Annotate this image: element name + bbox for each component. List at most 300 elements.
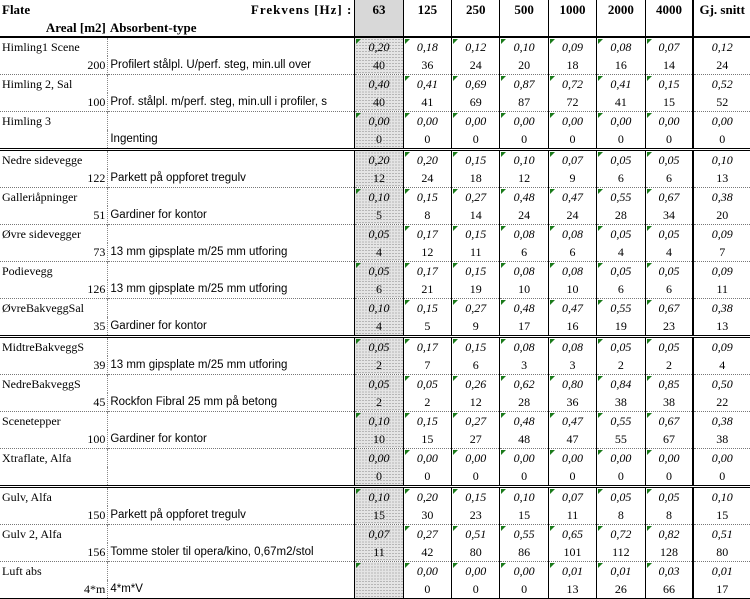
coef-cell[interactable]: 0,01 bbox=[548, 562, 596, 581]
absorption-cell[interactable]: 10 bbox=[500, 280, 548, 299]
absorption-cell[interactable]: 67 bbox=[645, 430, 693, 449]
coef-cell[interactable]: 0,80 bbox=[548, 375, 596, 394]
absorption-cell[interactable]: 15 bbox=[355, 506, 403, 525]
coef-cell[interactable]: 0,05 bbox=[597, 487, 645, 507]
coef-average[interactable]: 0,09 bbox=[693, 262, 750, 281]
area-cell[interactable]: 4*m bbox=[0, 580, 108, 599]
surface-name[interactable]: Luft abs bbox=[0, 562, 108, 581]
absorption-cell[interactable]: 15 bbox=[500, 506, 548, 525]
coef-cell[interactable]: 0,00 bbox=[403, 562, 451, 581]
absorption-cell[interactable]: 69 bbox=[452, 93, 500, 112]
area-cell[interactable]: 100 bbox=[0, 430, 108, 449]
absorbent-type-cell[interactable]: Profilert stålpl. U/perf. steg, min.ull over bbox=[110, 58, 312, 71]
absorption-cell[interactable]: 0 bbox=[403, 580, 451, 599]
absorption-cell[interactable]: 0 bbox=[452, 467, 500, 487]
area-cell[interactable]: 200 bbox=[0, 56, 108, 75]
absorption-cell[interactable]: 8 bbox=[645, 506, 693, 525]
coef-cell[interactable]: 0,00 bbox=[500, 449, 548, 468]
coef-cell[interactable]: 0,00 bbox=[452, 449, 500, 468]
absorption-cell[interactable]: 128 bbox=[645, 543, 693, 562]
absorbent-type-cell[interactable]: Gardiner for kontor bbox=[110, 208, 207, 221]
absorption-average[interactable]: 7 bbox=[693, 243, 750, 262]
absorption-cell[interactable]: 6 bbox=[645, 169, 693, 188]
absorption-cell[interactable]: 87 bbox=[500, 93, 548, 112]
coef-average[interactable]: 0,01 bbox=[693, 562, 750, 581]
absorption-cell[interactable]: 112 bbox=[597, 543, 645, 562]
absorption-cell[interactable]: 10 bbox=[548, 280, 596, 299]
coef-cell[interactable]: 0,10 bbox=[355, 412, 403, 431]
absorption-cell[interactable]: 0 bbox=[645, 467, 693, 487]
area-cell[interactable]: 73 bbox=[0, 243, 108, 262]
coef-cell[interactable]: 0,47 bbox=[548, 188, 596, 207]
coef-average[interactable]: 0,10 bbox=[693, 150, 750, 170]
coef-cell[interactable]: 0,12 bbox=[452, 37, 500, 56]
coef-cell[interactable]: 0,47 bbox=[548, 299, 596, 318]
coef-cell[interactable]: 0,40 bbox=[355, 75, 403, 94]
surface-name[interactable]: Øvre sidevegger bbox=[0, 225, 108, 244]
absorbent-type-cell[interactable]: Prof. stålpl. m/perf. steg, min.ull i profiler, s bbox=[110, 95, 328, 108]
coef-cell[interactable]: 0,55 bbox=[500, 525, 548, 544]
absorption-cell[interactable]: 48 bbox=[500, 430, 548, 449]
absorption-cell[interactable]: 0 bbox=[403, 467, 451, 487]
absorption-average[interactable]: 0 bbox=[693, 467, 750, 487]
absorption-average[interactable]: 13 bbox=[693, 169, 750, 188]
coef-cell[interactable]: 0,10 bbox=[355, 299, 403, 318]
coef-cell[interactable] bbox=[355, 562, 403, 581]
absorption-cell[interactable]: 11 bbox=[548, 506, 596, 525]
absorption-cell[interactable]: 80 bbox=[452, 543, 500, 562]
absorbent-type-cell-top[interactable] bbox=[108, 262, 355, 281]
absorption-average[interactable]: 13 bbox=[693, 317, 750, 337]
absorbent-type-cell-top[interactable] bbox=[108, 75, 355, 94]
header-freq-1000[interactable]: 1000 bbox=[548, 0, 596, 18]
coef-cell[interactable]: 0,26 bbox=[452, 375, 500, 394]
surface-name[interactable]: NedreBakveggS bbox=[0, 375, 108, 394]
coef-cell[interactable]: 0,84 bbox=[597, 375, 645, 394]
surface-name[interactable]: Xtraflate, Alfa bbox=[0, 449, 108, 468]
absorption-cell[interactable]: 30 bbox=[403, 506, 451, 525]
absorption-cell[interactable]: 4 bbox=[597, 243, 645, 262]
absorption-cell[interactable]: 0 bbox=[403, 130, 451, 150]
coef-cell[interactable]: 0,05 bbox=[355, 262, 403, 281]
absorption-cell[interactable]: 12 bbox=[403, 243, 451, 262]
absorption-cell[interactable]: 6 bbox=[500, 243, 548, 262]
absorbent-type-cell-top[interactable] bbox=[108, 225, 355, 244]
absorbent-type-cell[interactable]: Ingenting bbox=[110, 132, 158, 145]
coef-cell[interactable]: 0,15 bbox=[645, 75, 693, 94]
absorption-cell[interactable]: 9 bbox=[452, 317, 500, 337]
coef-cell[interactable]: 0,69 bbox=[452, 75, 500, 94]
absorption-cell[interactable]: 2 bbox=[355, 393, 403, 412]
absorption-cell[interactable]: 38 bbox=[645, 393, 693, 412]
absorption-cell[interactable]: 20 bbox=[500, 56, 548, 75]
absorption-average[interactable]: 80 bbox=[693, 543, 750, 562]
coef-cell[interactable]: 0,05 bbox=[597, 262, 645, 281]
surface-name[interactable]: Nedre sidevegge bbox=[0, 150, 108, 170]
coef-average[interactable]: 0,38 bbox=[693, 188, 750, 207]
absorption-cell[interactable]: 0 bbox=[548, 467, 596, 487]
absorbent-type-cell-top[interactable] bbox=[108, 299, 355, 318]
absorbent-type-cell-top[interactable] bbox=[108, 188, 355, 207]
absorption-cell[interactable]: 10 bbox=[355, 430, 403, 449]
absorbent-type-cell-top[interactable] bbox=[108, 375, 355, 394]
coef-cell[interactable]: 0,00 bbox=[355, 449, 403, 468]
absorption-average[interactable]: 52 bbox=[693, 93, 750, 112]
coef-cell[interactable]: 0,62 bbox=[500, 375, 548, 394]
absorption-cell[interactable]: 47 bbox=[548, 430, 596, 449]
coef-cell[interactable]: 0,05 bbox=[597, 225, 645, 244]
coef-cell[interactable]: 0,15 bbox=[452, 150, 500, 170]
coef-cell[interactable]: 0,55 bbox=[597, 299, 645, 318]
absorption-cell[interactable]: 11 bbox=[452, 243, 500, 262]
area-cell[interactable] bbox=[0, 130, 108, 150]
surface-name[interactable]: Gulv 2, Alfa bbox=[0, 525, 108, 544]
header-absorbent-type[interactable]: Absorbent-type bbox=[108, 18, 355, 37]
absorption-cell[interactable]: 6 bbox=[597, 280, 645, 299]
absorbent-type-cell[interactable]: 13 mm gipsplate m/25 mm utforing bbox=[110, 358, 288, 371]
coef-cell[interactable]: 0,05 bbox=[645, 225, 693, 244]
absorption-cell[interactable]: 24 bbox=[452, 56, 500, 75]
coef-cell[interactable]: 0,17 bbox=[403, 225, 451, 244]
surface-name[interactable]: Gulv, Alfa bbox=[0, 487, 108, 507]
absorption-cell[interactable]: 23 bbox=[452, 506, 500, 525]
absorption-cell[interactable]: 16 bbox=[548, 317, 596, 337]
absorbent-type-cell-top[interactable] bbox=[108, 37, 355, 56]
absorbent-type-cell-top[interactable] bbox=[108, 525, 355, 544]
surface-name[interactable]: Scenetepper bbox=[0, 412, 108, 431]
absorbent-type-cell[interactable]: Parkett på oppforet tregulv bbox=[110, 508, 246, 521]
coef-cell[interactable]: 0,00 bbox=[500, 112, 548, 131]
absorption-cell[interactable]: 0 bbox=[645, 130, 693, 150]
coef-cell[interactable]: 0,08 bbox=[500, 225, 548, 244]
coef-cell[interactable]: 0,55 bbox=[597, 412, 645, 431]
area-cell[interactable] bbox=[0, 467, 108, 487]
coef-average[interactable]: 0,00 bbox=[693, 449, 750, 468]
absorption-cell[interactable]: 4 bbox=[355, 243, 403, 262]
absorption-cell[interactable]: 12 bbox=[355, 169, 403, 188]
absorption-cell[interactable]: 27 bbox=[452, 430, 500, 449]
area-cell[interactable]: 100 bbox=[0, 93, 108, 112]
coef-cell[interactable]: 0,48 bbox=[500, 412, 548, 431]
coef-cell[interactable]: 0,85 bbox=[645, 375, 693, 394]
coef-cell[interactable]: 0,67 bbox=[645, 412, 693, 431]
absorption-cell[interactable]: 8 bbox=[597, 506, 645, 525]
coef-average[interactable]: 0,51 bbox=[693, 525, 750, 544]
absorption-cell[interactable]: 24 bbox=[500, 206, 548, 225]
absorption-cell[interactable]: 15 bbox=[403, 430, 451, 449]
coef-cell[interactable]: 0,67 bbox=[645, 299, 693, 318]
coef-cell[interactable]: 0,72 bbox=[597, 525, 645, 544]
absorption-cell[interactable]: 9 bbox=[548, 169, 596, 188]
coef-average[interactable]: 0,09 bbox=[693, 337, 750, 357]
absorption-average[interactable]: 38 bbox=[693, 430, 750, 449]
coef-cell[interactable]: 0,20 bbox=[403, 150, 451, 170]
coef-cell[interactable]: 0,00 bbox=[645, 449, 693, 468]
absorption-cell[interactable]: 6 bbox=[355, 280, 403, 299]
coef-cell[interactable]: 0,65 bbox=[548, 525, 596, 544]
coef-cell[interactable]: 0,55 bbox=[597, 188, 645, 207]
coef-cell[interactable]: 0,05 bbox=[597, 150, 645, 170]
coef-cell[interactable]: 0,87 bbox=[500, 75, 548, 94]
coef-cell[interactable]: 0,10 bbox=[500, 150, 548, 170]
coef-cell[interactable]: 0,15 bbox=[452, 225, 500, 244]
absorption-cell[interactable]: 66 bbox=[645, 580, 693, 599]
absorption-cell[interactable]: 72 bbox=[548, 93, 596, 112]
coef-cell[interactable]: 0,08 bbox=[500, 262, 548, 281]
absorption-average[interactable]: 15 bbox=[693, 506, 750, 525]
coef-cell[interactable]: 0,27 bbox=[452, 188, 500, 207]
coef-cell[interactable]: 0,72 bbox=[548, 75, 596, 94]
coef-cell[interactable]: 0,08 bbox=[548, 337, 596, 357]
absorption-average[interactable]: 20 bbox=[693, 206, 750, 225]
absorption-cell[interactable]: 16 bbox=[597, 56, 645, 75]
coef-cell[interactable]: 0,82 bbox=[645, 525, 693, 544]
absorbent-type-cell-top[interactable] bbox=[108, 112, 355, 131]
coef-cell[interactable]: 0,07 bbox=[355, 525, 403, 544]
absorption-cell[interactable]: 0 bbox=[355, 130, 403, 150]
coef-cell[interactable]: 0,05 bbox=[355, 375, 403, 394]
coef-average[interactable]: 0,38 bbox=[693, 299, 750, 318]
coef-cell[interactable]: 0,15 bbox=[452, 487, 500, 507]
absorption-cell[interactable]: 21 bbox=[403, 280, 451, 299]
absorption-cell[interactable]: 38 bbox=[597, 393, 645, 412]
absorption-cell[interactable]: 15 bbox=[645, 93, 693, 112]
coef-cell[interactable]: 0,05 bbox=[403, 375, 451, 394]
header-freq-125[interactable]: 125 bbox=[403, 0, 451, 18]
absorption-cell[interactable]: 36 bbox=[403, 56, 451, 75]
coef-cell[interactable]: 0,15 bbox=[403, 299, 451, 318]
coef-cell[interactable]: 0,41 bbox=[597, 75, 645, 94]
absorption-cell[interactable]: 0 bbox=[500, 467, 548, 487]
coef-average[interactable]: 0,09 bbox=[693, 225, 750, 244]
absorption-cell[interactable]: 23 bbox=[645, 317, 693, 337]
absorption-cell[interactable] bbox=[355, 580, 403, 599]
coef-cell[interactable]: 0,07 bbox=[548, 150, 596, 170]
coef-cell[interactable]: 0,07 bbox=[645, 37, 693, 56]
absorption-cell[interactable]: 6 bbox=[452, 356, 500, 375]
coef-cell[interactable]: 0,05 bbox=[645, 487, 693, 507]
surface-name[interactable]: ØvreBakveggSal bbox=[0, 299, 108, 318]
absorbent-type-cell-top[interactable] bbox=[108, 150, 355, 170]
absorbent-type-cell[interactable]: Rockfon Fibral 25 mm på betong bbox=[110, 395, 278, 408]
coef-average[interactable]: 0,12 bbox=[693, 37, 750, 56]
absorption-cell[interactable]: 0 bbox=[452, 130, 500, 150]
absorption-cell[interactable]: 19 bbox=[452, 280, 500, 299]
coef-cell[interactable]: 0,15 bbox=[452, 337, 500, 357]
absorption-cell[interactable]: 0 bbox=[452, 580, 500, 599]
coef-cell[interactable]: 0,67 bbox=[645, 188, 693, 207]
absorption-average[interactable]: 0 bbox=[693, 130, 750, 150]
surface-name[interactable]: Himling1 Scene bbox=[0, 37, 108, 56]
absorption-cell[interactable]: 55 bbox=[597, 430, 645, 449]
absorption-cell[interactable]: 24 bbox=[548, 206, 596, 225]
area-cell[interactable]: 51 bbox=[0, 206, 108, 225]
header-average[interactable]: Gj. snitt bbox=[693, 0, 750, 18]
absorption-cell[interactable]: 40 bbox=[355, 93, 403, 112]
area-cell[interactable]: 156 bbox=[0, 543, 108, 562]
header-freq-500[interactable]: 500 bbox=[500, 0, 548, 18]
absorbent-type-cell-top[interactable] bbox=[108, 449, 355, 468]
absorbent-type-cell[interactable]: 13 mm gipsplate m/25 mm utforing bbox=[110, 245, 288, 258]
absorption-cell[interactable]: 3 bbox=[548, 356, 596, 375]
coef-average[interactable]: 0,38 bbox=[693, 412, 750, 431]
absorption-cell[interactable]: 41 bbox=[403, 93, 451, 112]
absorbent-type-cell[interactable]: Parkett på oppforet tregulv bbox=[110, 171, 246, 184]
coef-cell[interactable]: 0,05 bbox=[645, 150, 693, 170]
absorption-cell[interactable]: 8 bbox=[403, 206, 451, 225]
coef-cell[interactable]: 0,00 bbox=[452, 562, 500, 581]
coef-cell[interactable]: 0,27 bbox=[403, 525, 451, 544]
absorption-cell[interactable]: 19 bbox=[597, 317, 645, 337]
coef-cell[interactable]: 0,05 bbox=[645, 262, 693, 281]
absorption-average[interactable]: 17 bbox=[693, 580, 750, 599]
absorbent-type-cell-top[interactable] bbox=[108, 412, 355, 431]
surface-name[interactable]: Himling 2, Sal bbox=[0, 75, 108, 94]
coef-cell[interactable]: 0,41 bbox=[403, 75, 451, 94]
surface-name[interactable]: MidtreBakveggS bbox=[0, 337, 108, 357]
area-cell[interactable]: 39 bbox=[0, 356, 108, 375]
coef-cell[interactable]: 0,10 bbox=[500, 487, 548, 507]
coef-cell[interactable]: 0,00 bbox=[548, 449, 596, 468]
absorption-cell[interactable]: 2 bbox=[597, 356, 645, 375]
coef-cell[interactable]: 0,00 bbox=[500, 562, 548, 581]
absorption-cell[interactable]: 14 bbox=[452, 206, 500, 225]
coef-cell[interactable]: 0,08 bbox=[548, 262, 596, 281]
coef-cell[interactable]: 0,07 bbox=[548, 487, 596, 507]
header-freq-4000[interactable]: 4000 bbox=[645, 0, 693, 18]
absorption-cell[interactable]: 12 bbox=[500, 169, 548, 188]
coef-cell[interactable]: 0,08 bbox=[548, 225, 596, 244]
area-cell[interactable]: 150 bbox=[0, 506, 108, 525]
absorbent-type-cell-top[interactable] bbox=[108, 562, 355, 581]
coef-cell[interactable]: 0,10 bbox=[355, 188, 403, 207]
header-areal[interactable]: Areal [m2] bbox=[0, 18, 108, 37]
coef-cell[interactable]: 0,09 bbox=[548, 37, 596, 56]
coef-cell[interactable]: 0,47 bbox=[548, 412, 596, 431]
absorption-cell[interactable]: 2 bbox=[403, 393, 451, 412]
coef-cell[interactable]: 0,00 bbox=[597, 112, 645, 131]
area-cell[interactable]: 45 bbox=[0, 393, 108, 412]
header-flate[interactable]: Flate bbox=[2, 1, 31, 17]
absorption-average[interactable]: 22 bbox=[693, 393, 750, 412]
coef-cell[interactable]: 0,00 bbox=[452, 112, 500, 131]
area-cell[interactable]: 122 bbox=[0, 169, 108, 188]
coef-average[interactable]: 0,10 bbox=[693, 487, 750, 507]
coef-cell[interactable]: 0,00 bbox=[403, 449, 451, 468]
absorbent-type-cell-top[interactable] bbox=[108, 337, 355, 357]
coef-cell[interactable]: 0,17 bbox=[403, 262, 451, 281]
absorption-average[interactable]: 11 bbox=[693, 280, 750, 299]
coef-cell[interactable]: 0,27 bbox=[452, 412, 500, 431]
absorption-cell[interactable]: 4 bbox=[355, 317, 403, 337]
coef-cell[interactable]: 0,05 bbox=[597, 337, 645, 357]
coef-cell[interactable]: 0,00 bbox=[597, 449, 645, 468]
absorption-cell[interactable]: 36 bbox=[548, 393, 596, 412]
absorption-average[interactable]: 24 bbox=[693, 56, 750, 75]
coef-cell[interactable]: 0,08 bbox=[597, 37, 645, 56]
absorbent-type-cell[interactable]: 4*m*V bbox=[108, 580, 355, 599]
coef-cell[interactable]: 0,20 bbox=[403, 487, 451, 507]
absorption-cell[interactable]: 13 bbox=[548, 580, 596, 599]
coef-cell[interactable]: 0,10 bbox=[500, 37, 548, 56]
absorbent-type-cell[interactable]: Tomme stoler til opera/kino, 0,67m2/stol bbox=[110, 545, 314, 558]
absorption-cell[interactable]: 0 bbox=[355, 467, 403, 487]
coef-cell[interactable]: 0,05 bbox=[645, 337, 693, 357]
absorption-cell[interactable]: 11 bbox=[355, 543, 403, 562]
coef-cell[interactable]: 0,05 bbox=[355, 337, 403, 357]
coef-cell[interactable]: 0,05 bbox=[355, 225, 403, 244]
coef-cell[interactable]: 0,20 bbox=[355, 37, 403, 56]
surface-name[interactable]: Himling 3 bbox=[0, 112, 108, 131]
absorption-cell[interactable]: 14 bbox=[645, 56, 693, 75]
absorption-cell[interactable]: 42 bbox=[403, 543, 451, 562]
absorption-cell[interactable]: 5 bbox=[403, 317, 451, 337]
surface-name[interactable]: Galleriåpninger bbox=[0, 188, 108, 207]
absorption-cell[interactable]: 41 bbox=[597, 93, 645, 112]
absorption-cell[interactable]: 2 bbox=[355, 356, 403, 375]
coef-cell[interactable]: 0,00 bbox=[548, 112, 596, 131]
coef-average[interactable]: 0,00 bbox=[693, 112, 750, 131]
coef-cell[interactable]: 0,17 bbox=[403, 337, 451, 357]
coef-cell[interactable]: 0,00 bbox=[645, 112, 693, 131]
coef-cell[interactable]: 0,48 bbox=[500, 299, 548, 318]
absorption-cell[interactable]: 17 bbox=[500, 317, 548, 337]
area-cell[interactable]: 126 bbox=[0, 280, 108, 299]
absorption-cell[interactable]: 34 bbox=[645, 206, 693, 225]
absorption-cell[interactable]: 0 bbox=[597, 467, 645, 487]
absorbent-type-cell[interactable] bbox=[108, 467, 355, 487]
absorption-cell[interactable]: 24 bbox=[403, 169, 451, 188]
absorption-cell[interactable]: 0 bbox=[500, 580, 548, 599]
absorption-cell[interactable]: 0 bbox=[597, 130, 645, 150]
absorbent-type-cell-top[interactable] bbox=[108, 487, 355, 507]
absorption-average[interactable]: 4 bbox=[693, 356, 750, 375]
absorption-cell[interactable]: 4 bbox=[645, 243, 693, 262]
absorption-cell[interactable]: 6 bbox=[597, 169, 645, 188]
header-frequency-label[interactable]: Frekvens [Hz] : bbox=[250, 1, 353, 17]
absorbent-type-cell[interactable]: Gardiner for kontor bbox=[110, 432, 207, 445]
coef-cell[interactable]: 0,15 bbox=[403, 188, 451, 207]
coef-cell[interactable]: 0,20 bbox=[355, 150, 403, 170]
absorption-cell[interactable]: 3 bbox=[500, 356, 548, 375]
coef-cell[interactable]: 0,00 bbox=[355, 112, 403, 131]
absorbent-type-cell[interactable]: 13 mm gipsplate m/25 mm utforing bbox=[110, 282, 288, 295]
coef-cell[interactable]: 0,48 bbox=[500, 188, 548, 207]
absorption-cell[interactable]: 12 bbox=[452, 393, 500, 412]
coef-cell[interactable]: 0,08 bbox=[500, 337, 548, 357]
coef-cell[interactable]: 0,51 bbox=[452, 525, 500, 544]
absorption-cell[interactable]: 101 bbox=[548, 543, 596, 562]
absorption-cell[interactable]: 0 bbox=[500, 130, 548, 150]
absorption-cell[interactable]: 26 bbox=[597, 580, 645, 599]
absorption-cell[interactable]: 6 bbox=[548, 243, 596, 262]
header-freq-250[interactable]: 250 bbox=[452, 0, 500, 18]
absorption-cell[interactable]: 5 bbox=[355, 206, 403, 225]
header-freq-2000[interactable]: 2000 bbox=[597, 0, 645, 18]
coef-cell[interactable]: 0,15 bbox=[403, 412, 451, 431]
absorption-cell[interactable]: 28 bbox=[597, 206, 645, 225]
absorption-cell[interactable]: 6 bbox=[645, 280, 693, 299]
coef-cell[interactable]: 0,00 bbox=[403, 112, 451, 131]
absorption-cell[interactable]: 2 bbox=[645, 356, 693, 375]
absorption-cell[interactable]: 18 bbox=[548, 56, 596, 75]
surface-name[interactable]: Podievegg bbox=[0, 262, 108, 281]
area-cell[interactable]: 35 bbox=[0, 317, 108, 337]
coef-cell[interactable]: 0,01 bbox=[597, 562, 645, 581]
header-freq-63[interactable]: 63 bbox=[355, 0, 403, 18]
coef-cell[interactable]: 0,18 bbox=[403, 37, 451, 56]
absorption-cell[interactable]: 7 bbox=[403, 356, 451, 375]
